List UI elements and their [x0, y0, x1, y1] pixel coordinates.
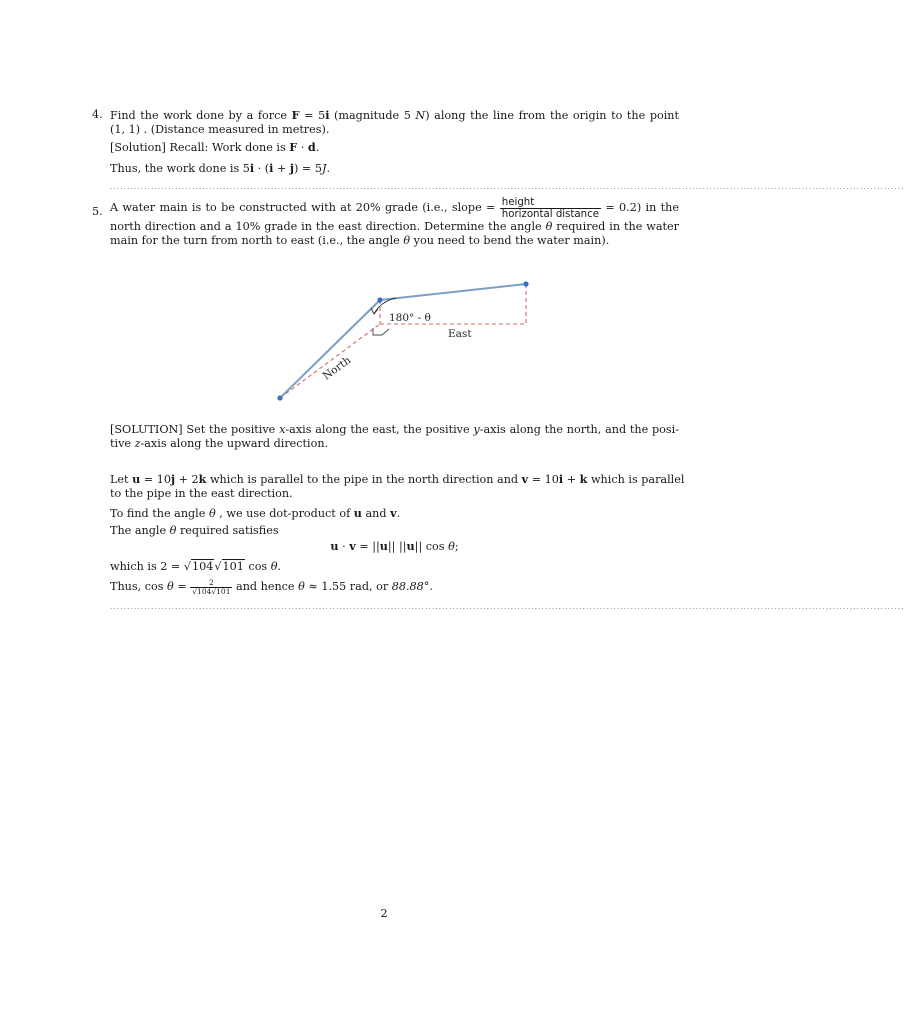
dotted-separator-1: ........................................................................................................................................................................................................................................ — [110, 183, 905, 191]
question-5-solution-intro: [SOLUTION] Set the positive x-axis along the east, the positive y-axis along the north, and the posi- tive z-axis along the upward direction. — [110, 423, 679, 450]
slope-fraction: $\frac{\text{height}}{\text{horizontal distance}}$ — [501, 196, 599, 220]
pipe-start-point — [277, 395, 282, 400]
question-5 — [110, 196, 679, 248]
water-main-figure — [262, 268, 530, 404]
final-answer: Thus, cos θ = $\frac{2}{√104√101}$ and hence θ ≈ 1.55 rad, or 88.88°. — [110, 577, 433, 596]
right-angle-mark — [373, 328, 389, 335]
find-angle-text: To find the angle θ , we use dot-product of u and v. — [110, 506, 401, 520]
question-4-solution: [Solution] Recall: Work done is F · d. — [110, 140, 320, 154]
question-4-number: 4. — [92, 108, 103, 121]
north-label: North — [320, 354, 354, 383]
question-4-line-2: (1, 1) . (Distance measured in metres). — [110, 123, 330, 136]
pipe-end-point — [523, 281, 528, 286]
east-pipe-segment — [380, 284, 526, 300]
question-5-line-3: main for the turn from north to east (i.e., the angle θ you need to bend the water main). — [110, 234, 610, 247]
question-4-line-1: Find the work done by a force F = 5i (magnitude 5 N) along the line from the origin to the point — [110, 108, 679, 122]
dot-product-equation: u · v = ||u|| ||u|| cos θ; — [330, 539, 459, 553]
angle-requirement-text: The angle θ required satisfies — [110, 524, 279, 537]
vector-definitions: Let u = 10j + 2k which is parallel to the pipe in the north direction and v = 10i + k which is parallel to the pipe in the east direction. — [110, 472, 685, 500]
north-pipe-segment — [280, 300, 380, 398]
angle-label: 180° - θ — [389, 312, 431, 324]
pipe-bend-point — [377, 297, 382, 302]
dotted-separator-2: ........................................................................................................................................................................................................................................ — [110, 603, 905, 611]
question-5-line-1: A water main is to be constructed with at 20% grade (i.e., slope = $\frac{\text{height}}{\text{horizontal distance}}$ = 0.2) in the — [110, 196, 679, 220]
which-is-equation: which is 2 = √104√101 cos θ. — [110, 560, 282, 573]
figure-dashed-lines — [280, 284, 526, 398]
cos-fraction: $\frac{2}{√104√101}$ — [192, 577, 231, 596]
question-5-line-2: north direction and a 10% grade in the east direction. Determine the angle θ required in the water — [110, 220, 679, 233]
question-4-result: Thus, the work done is 5i · (i + j) = 5J. — [110, 161, 331, 175]
question-5-number: 5. — [92, 205, 103, 218]
figure-pipe — [280, 284, 526, 398]
question-4 — [110, 108, 679, 137]
north-dashed-line — [280, 324, 380, 398]
page-number: 2 — [380, 906, 388, 920]
east-label: East — [448, 328, 472, 340]
